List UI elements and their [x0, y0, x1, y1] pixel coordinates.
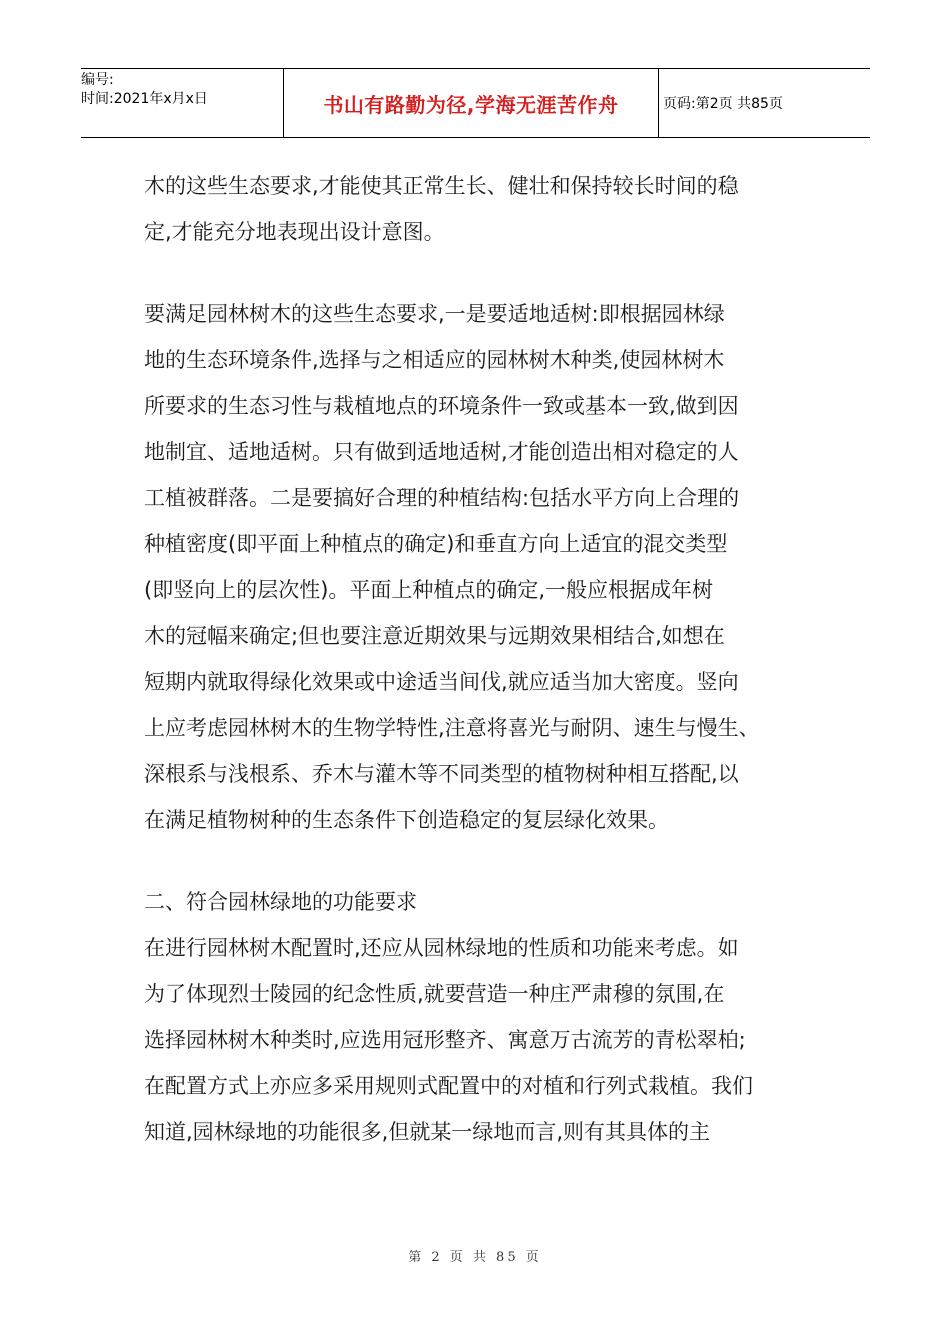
text-line: 定,才能充分地表现出设计意图。: [144, 220, 445, 244]
text-line: 地的生态环境条件,选择与之相适应的园林树木种类,使园林树木: [144, 348, 725, 372]
text-line: 知道,园林绿地的功能很多,但就某一绿地而言,则有其具体的主: [144, 1120, 711, 1144]
section-heading: 二、符合园林绿地的功能要求: [144, 890, 417, 914]
text-line: 深根系与浅根系、乔木与灌木等不同类型的植物树种相互搭配,以: [144, 762, 739, 786]
text-line: 工植被群落。二是要搞好合理的种植结构:包括水平方向上合理的: [144, 486, 740, 510]
text-line: 在进行园林树木配置时,还应从园林绿地的性质和功能来考虑。如: [144, 936, 739, 960]
text-line: 上应考虑园林树木的生物学特性,注意将喜光与耐阴、速生与慢生、: [144, 716, 760, 740]
text-line: 木的这些生态要求,才能使其正常生长、健壮和保持较长时间的稳: [144, 174, 739, 198]
text-line: 选择园林树木种类时,应选用冠形整齐、寓意万古流芳的青松翠柏;: [144, 1028, 746, 1052]
text-line: 要满足园林树木的这些生态要求,一是要适地适树:即根据园林绿: [144, 302, 725, 326]
text-line: 在满足植物树种的生态条件下创造稳定的复层绿化效果。: [144, 808, 669, 832]
text-line: 在配置方式上亦应多采用规则式配置中的对植和行列式栽植。我们: [144, 1074, 753, 1098]
text-line: 为了体现烈士陵园的纪念性质,就要营造一种庄严肃穆的氛围,在: [144, 982, 725, 1006]
document-number-label: 编号:: [81, 72, 114, 88]
paragraph: [144, 291, 824, 843]
text-line: (即竖向上的层次性)。平面上种植点的确定,一般应根据成年树: [144, 578, 714, 602]
paragraph: [144, 879, 824, 1155]
text-line: 所要求的生态习性与栽植地点的环境条件一致或基本一致,做到因: [144, 394, 739, 418]
text-line: 木的冠幅来确定;但也要注意近期效果与远期效果相结合,如想在: [144, 624, 725, 648]
text-line: 地制宜、适地适树。只有做到适地适树,才能创造出相对稳定的人: [144, 440, 739, 464]
header-meta: [81, 69, 283, 137]
document-date-label: 时间:2021年x月x日: [81, 91, 208, 107]
page-footer: 第 2 页 共 85 页: [408, 1250, 542, 1265]
header-page-number: 页码:第2页 共85页: [663, 96, 783, 112]
text-line: 短期内就取得绿化效果或中途适当间伐,就应适当加大密度。竖向: [144, 670, 739, 694]
document-body: [144, 163, 824, 1155]
page-header: [81, 68, 870, 138]
header-motto: 书山有路勤为径,学海无涯苦作舟: [283, 69, 659, 137]
paragraph: [144, 163, 824, 255]
text-line: 种植密度(即平面上种植点的确定)和垂直方向上适宜的混交类型: [144, 532, 728, 556]
